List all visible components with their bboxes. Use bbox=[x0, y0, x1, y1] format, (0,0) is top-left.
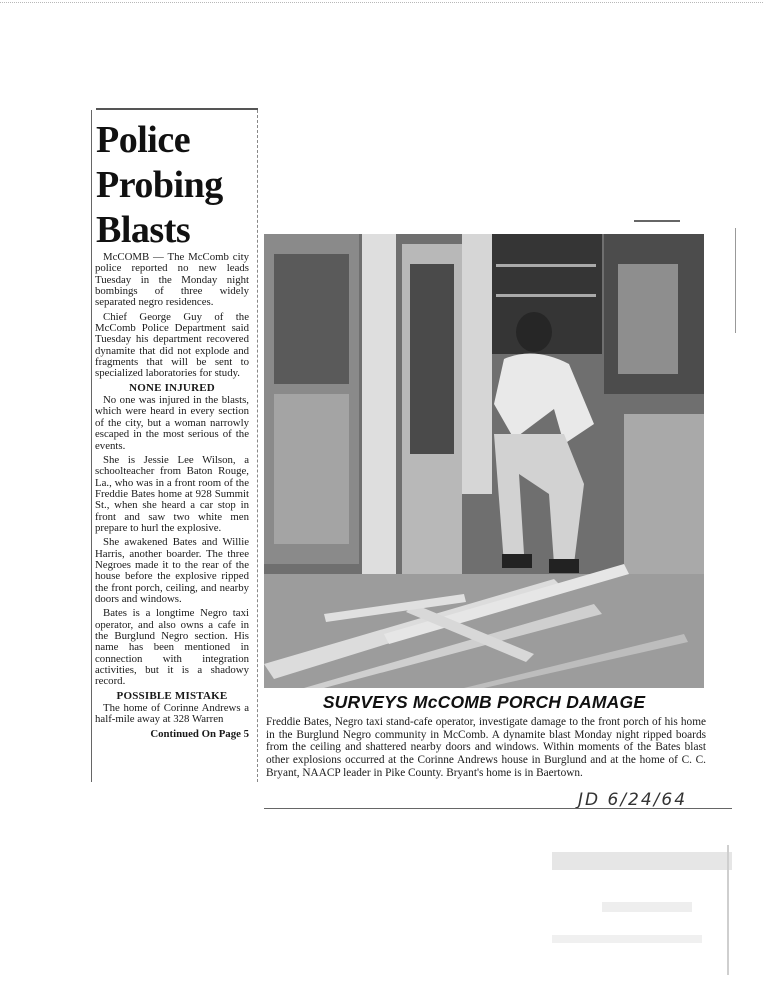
photo-caption: Freddie Bates, Negro taxi stand-cafe operator, investigate damage to the front porch of his home in the Burglund Negro community in McComb. A dynamite blast Monday night ripped boards from the ceiling and shattered nearby doors and windows. Within moments of the Bates blast other explosions occurred at the Corinne Andrews house in Burglund and at the home of C. C. Bryant, NAACP leader in Pike County. Bryant's home is in Baertown. bbox=[266, 716, 706, 779]
column-top-rule bbox=[96, 108, 258, 110]
left-window-pane bbox=[274, 254, 349, 384]
article-paragraph: Chief George Guy of the McComb Police Department said Tuesday his department recovered dynamite that did not explode and fragments that will be sent to specialized laboratories for study. bbox=[95, 310, 249, 380]
door-opening bbox=[410, 264, 454, 454]
caption-bottom-rule bbox=[264, 808, 732, 809]
article-paragraph: McCOMB — The McComb city police reported no new leads Tuesday in the Monday night bombings of three widely separated negro residences. bbox=[95, 251, 249, 309]
man-head bbox=[516, 312, 552, 352]
porch-damage-photo bbox=[264, 234, 704, 688]
article-body bbox=[95, 252, 249, 743]
archive-stamp bbox=[552, 840, 742, 980]
article-paragraph: Bates is a longtime Negro taxi operator, and also owns a cafe in the Burglund Negro section. His name has been mentioned in connection with integration activities, but it is a shadowy record. bbox=[95, 607, 249, 688]
headline-line-1: Police bbox=[96, 119, 191, 161]
handwritten-annotation: JD 6/24/64 bbox=[578, 790, 688, 810]
article-paragraph: The home of Corinne Andrews a half-mile away at 328 Warren bbox=[95, 702, 249, 726]
man-shoe bbox=[549, 559, 579, 573]
subhead-none-injured: NONE INJURED bbox=[129, 381, 215, 394]
article-headline bbox=[96, 118, 256, 253]
continued-on-page: Continued On Page 5 bbox=[150, 727, 249, 740]
subhead-possible-mistake: POSSIBLE MISTAKE bbox=[116, 689, 228, 702]
man-shoe bbox=[502, 554, 532, 568]
news-photo bbox=[264, 234, 704, 688]
stamp-smudge bbox=[552, 935, 702, 943]
column-left-border bbox=[91, 110, 92, 782]
column-right-border bbox=[257, 110, 258, 782]
left-window-pane bbox=[274, 394, 349, 544]
headline-line-2: Probing bbox=[96, 164, 223, 206]
porch-floor bbox=[264, 574, 704, 688]
article-paragraph: She is Jessie Lee Wilson, a schoolteacher from Baton Rouge, La., who was in a front room of the Freddie Bates home at 928 Summit St., when she heard a car stop in front and saw two white men prepare to hurl the explosive. bbox=[95, 453, 249, 534]
photo-right-edge-line bbox=[735, 228, 736, 333]
headline-line-3: Blasts bbox=[96, 209, 191, 251]
photo-caption-headline: SURVEYS McCOMB PORCH DAMAGE bbox=[322, 692, 646, 712]
article-paragraph: No one was injured in the blasts, which were heard in every section of the city, but a woman narrowly escaped in the most serious of the events. bbox=[95, 394, 249, 452]
scan-edge-dots bbox=[0, 2, 763, 3]
door-rail bbox=[496, 294, 596, 297]
porch-column bbox=[362, 234, 396, 584]
article-paragraph: She awakened Bates and Willie Harris, another boarder. The three Negroes made it to the rear of the house before the explosive ripped the front porch, ceiling, and nearby doors and windows. bbox=[95, 536, 249, 605]
faded-stamp-marks bbox=[552, 840, 742, 980]
door-rail bbox=[496, 264, 596, 267]
porch-post bbox=[462, 234, 492, 494]
stamp-smudge bbox=[602, 902, 692, 912]
right-window-pane bbox=[618, 264, 678, 374]
stamp-smudge bbox=[552, 852, 732, 870]
photo-top-mark bbox=[634, 220, 680, 222]
